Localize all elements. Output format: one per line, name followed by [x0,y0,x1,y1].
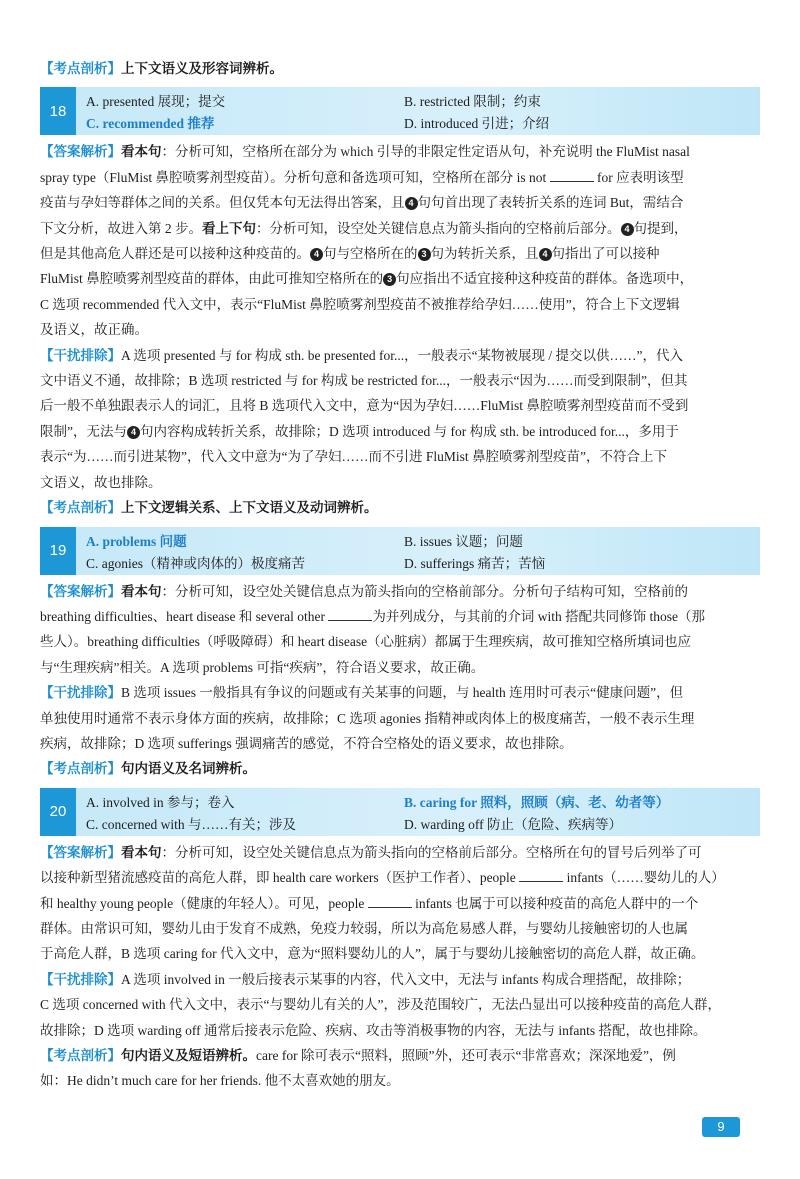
question-number: 20 [40,788,76,836]
option-a: A. presented 展现；提交 [86,94,226,110]
kaodian-line: 【考点剖析】句内语义及短语辨析。care for 除可表示“照料，照顾”外，还可表示“非常喜欢；深深地爱”，例 如：He didn’t much care for her friends. 他不太喜欢她的朋友。 [40,1048,676,1089]
option-b: B. issues 议题；问题 [404,533,523,549]
question-18-box [40,87,760,135]
distractor-analysis-20: 【干扰排除】A 选项 involved in 一般后接表示某事的内容，代入文中，无法与 infants 构成合理搭配，故排除； C 选项 concerned with 代入文中，表示“与婴幼儿有关的人”，涉及范围较广，无法凸显出可以接种疫苗的高危人群， 故排除；D 选项 warding off 通常后接表示危险、疾病、攻击等消极事物的内容，无法与 infants 搭配，故也排除。 [40,971,721,1038]
distractor-analysis-19: 【干扰排除】B 选项 issues 一般指具有争议的问题或有关某事的问题，与 health 连用时可表示“健康问题”，但 单独使用时通常不表示身体方面的疾病，故排除；C 选项 agonies 指精神或肉体上的极度痛苦，一般不表示生理 疾病，故排除；D 选项 sufferings 强调痛苦的感觉，不符合空格处的语义要求，故也排除。 [40,685,695,751]
option-a-correct: A. problems 问题 [86,533,187,549]
kaodian-line: 【考点剖析】句内语义及名词辨析。 [40,761,256,777]
question-19-box [40,527,760,575]
blank-line [519,869,563,882]
option-c: C. agonies（精神或肉体的）极度痛苦 [86,555,305,571]
circled-number: 4 [405,197,418,210]
answer-analysis-20: 【答案解析】看本句：分析可知，设空处关键信息点为箭头指向的空格前后部分。空格所在句的冒号后列举了可 以接种新型猪流感疫苗的高危人群，即 health care workers（医护工作者）、people infants（……婴幼儿的人） 和 healthy young people（健康的年轻人）。可见，people infants 也属于可以接种疫苗的高危人群中的一个 群体。由常识可知，婴幼儿由于发育不成熟，免疫力较弱，所以为高危易感人群，与婴幼儿接触密切的人也属 于高危人群，B 选项 caring for 代入文中，意为“照料婴幼儿的人”，属于与婴幼儿接触密切的高危人群，故正确。 [40,844,725,962]
answer-analysis-19: 【答案解析】看本句：分析可知，设空处关键信息点为箭头指向的空格前部分。分析句子结构可知，空格前的 breathing difficulties、heart disease 和 several other 为并列成分，与其前的介词 with 搭配共同修饰 those（那 些人）。breathing difficulties（呼吸障碍）和 heart disease（心脏病）都属于生理疾病，故可推知空格所填词也应 与“生理疾病”相关。A 选项 problems 可指“疾病”，符合语义要求，故正确。 [40,583,706,675]
distractor-analysis-18: 【干扰排除】A 选项 presented 与 for 构成 sth. be presented for...，一般表示“某物被展现 / 提交以供……”，代入 文中语义不通，故排除；B 选项 restricted 与 for 构成 be restricted for...，一般表示“因为……而受到限制”，但其 后一般不单独跟表示人的词汇，且将 B 选项代入文中，意为“因为孕妇……FluMist 鼻腔喷雾剂型疫苗而不受到 限制”，无法与 4 句内容构成转折关系，故排除；D 选项 introduced 与 for 构成 sth. be introduced for...，多用于 表示“为……而引进某物”，代入文中意为“为了孕妇……而不引进 FluMist 鼻腔喷雾剂型疫苗”，不符合上下 文语义，故也排除。 [40,347,689,490]
option-b: B. restricted 限制；约束 [404,94,541,110]
blank-line [328,608,372,621]
question-number: 18 [40,87,76,135]
option-d: D. introduced 引进；介绍 [404,116,550,132]
blank-line [550,169,594,182]
kaodian-line: 【考点剖析】上下文逻辑关系、上下文语义及动词辨析。 [40,500,378,516]
page-number: 9 [702,1117,740,1137]
kaodian-line: 【考点剖析】上下文语义及形容词辨析。 [40,61,283,76]
option-b-correct: B. caring for 照料，照顾（病、老、幼者等） [404,794,670,810]
option-d: D. warding off 防止（危险、疾病等） [404,816,622,832]
page-content [40,56,760,1094]
option-a: A. involved in 参与；卷入 [86,794,235,810]
option-d: D. sufferings 痛苦；苦恼 [404,555,546,571]
question-20-box [40,788,760,836]
question-number: 19 [40,527,76,575]
option-c: C. concerned with 与……有关；涉及 [86,816,296,832]
option-c-correct: C. recommended 推荐 [86,116,215,132]
blank-line [368,895,412,908]
answer-analysis-18: 【答案解析】看本句：分析可知，空格所在部分为 which 引导的非限定性定语从句，补充说明 the FluMist nasal spray type（FluMist 鼻腔喷雾剂型疫苗）。分析句意和备选项可知，空格所在部分 is not for 应表明该型 疫苗与孕妇等群体之间的关系。但仅凭本句无法得出答案，且 4 句句首出现了表转折关系的连词 But，需结合 下文分析，故进入第 2 步。看上下句：分析可知，设空处关键信息点为箭头指向的空格前后部分。 4 句提到， 但是其他高危人群还是可以接种这种疫苗的。 4 句与空格所在的 3 句为转折关系，且 4 句指出了可以接种 FluMist 鼻腔喷雾剂型疫苗的群体，由此可推知空格所在的 3 句应指出不适宜接种这种疫苗的群体。备选项中， C 选项 recommended 代入文中，表示“FluMist 鼻腔喷雾剂型疫苗不被推荐给孕妇……使用”，符合上下文逻辑 及语义，故正确。 [40,144,694,338]
